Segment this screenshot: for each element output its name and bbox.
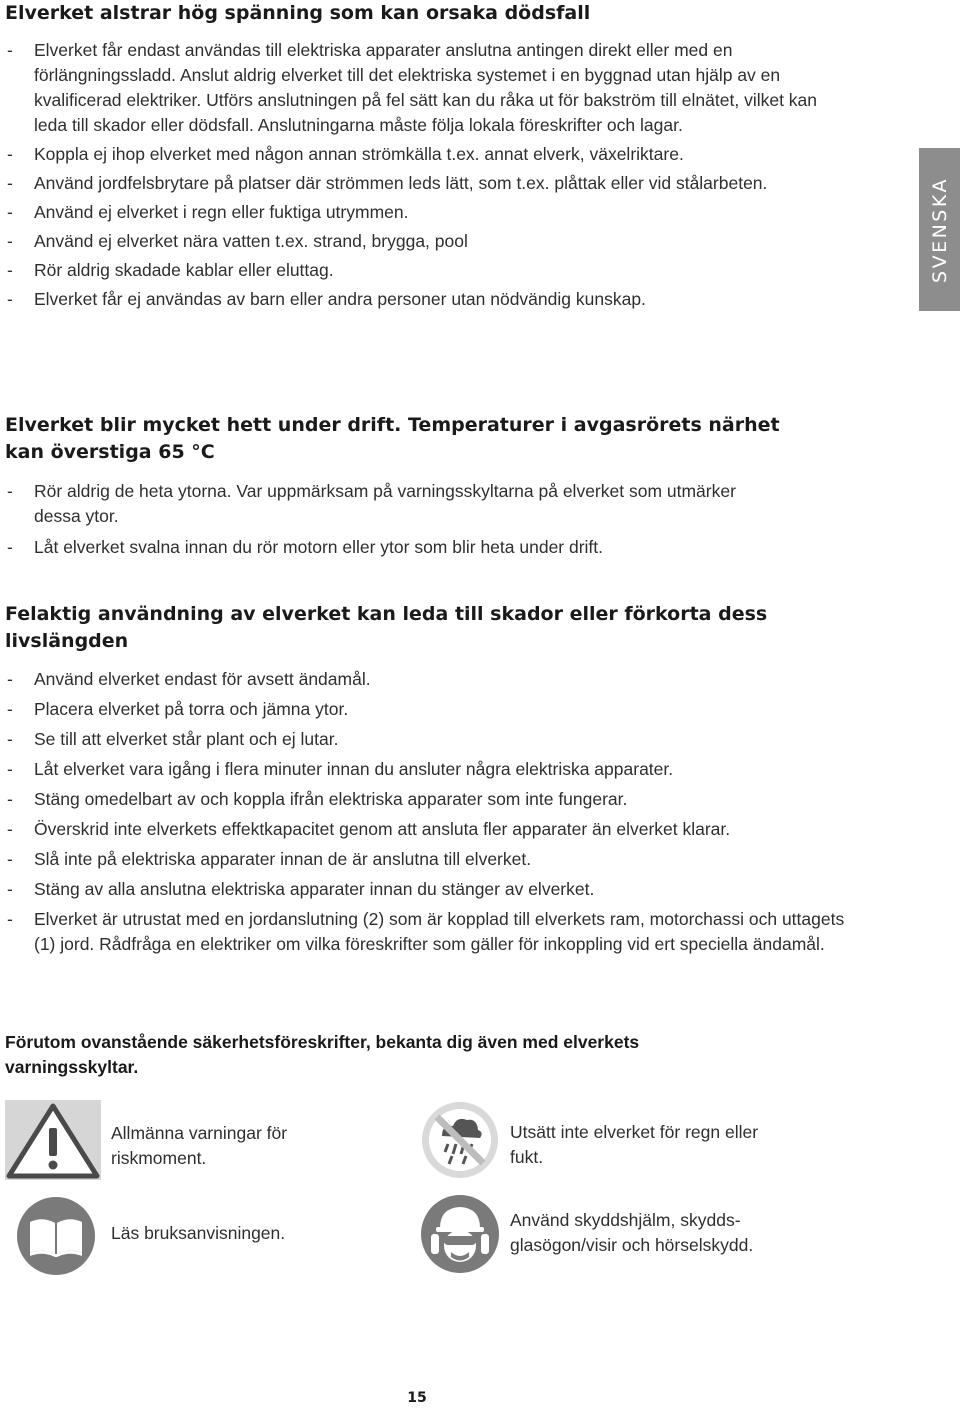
sign-text: Utsätt inte elverket för regn eller fukt. (510, 1122, 759, 1167)
section-heading-hot-surfaces: Elverket blir mycket hett under drift. Temperaturer i avgasrörets närhet kan överstiga 65 °C (5, 414, 780, 463)
list-item: - Koppla ej ihop elverket med någon annan strömkälla t.ex. annat elverk, växelriktare. (5, 142, 835, 167)
warning-signs-heading: Förutom ovanstående säkerhetsföreskrifter, bekanta dig även med elverkets varningsskyltar. (5, 1032, 640, 1077)
general-warning-icon (5, 1100, 101, 1180)
section-heading-misuse: Felaktig användning av elverket kan leda till skador eller förkorta dess livslängden (5, 603, 768, 652)
sign-text: Allmänna varningar för riskmoment. (111, 1123, 288, 1168)
section-heading-high-voltage: Elverket alstrar hög spänning som kan orsaka dödsfall (5, 2, 591, 24)
list-item: - Stäng av alla anslutna elektriska apparater innan du stänger av elverket. (5, 877, 855, 902)
list-item: - Placera elverket på torra och jämna ytor. (5, 697, 855, 722)
list-item: - Se till att elverket står plant och ej lutar. (5, 727, 855, 752)
list-item: - Rör aldrig skadade kablar eller eluttag. (5, 258, 835, 283)
read-manual-icon (16, 1196, 96, 1276)
no-rain-icon (420, 1100, 500, 1180)
list-item: - Elverket är utrustat med en jordanslutning (2) som är kopplad till elverkets ram, motorchassi och uttagets (1) jord. Rådfråga en elektriker om vilka föreskrifter som gäller för inkoppling vid ert speciella ändamål. (5, 907, 855, 957)
list-item: - Slå inte på elektriska apparater innan de är anslutna till elverket. (5, 847, 855, 872)
list-item: - Stäng omedelbart av och koppla ifrån elektriska apparater som inte fungerar. (5, 787, 855, 812)
language-tab-label: SVENSKA (928, 176, 951, 283)
misuse-list (5, 667, 855, 957)
language-tab (919, 148, 960, 311)
sign-text: Använd skyddshjälm, skydds-glasögon/visir och hörselskydd. (510, 1210, 754, 1255)
list-item: - Överskrid inte elverkets effektkapacitet genom att ansluta fler apparater än elverket klarar. (5, 817, 855, 842)
protective-gear-icon (420, 1194, 500, 1274)
list-item: - Låt elverket vara igång i flera minuter innan du ansluter några elektriska apparater. (5, 757, 855, 782)
high-voltage-list (5, 38, 835, 312)
hot-surfaces-list (5, 479, 785, 560)
list-item: - Använd elverket endast för avsett ändamål. (5, 667, 855, 692)
list-item: - Låt elverket svalna innan du rör motorn eller ytor som blir heta under drift. (5, 535, 785, 560)
page-number: 15 (407, 1390, 427, 1406)
list-item: - Använd jordfelsbrytare på platser där strömmen leds lätt, som t.ex. plåttak eller vid stålarbeten. (5, 171, 835, 196)
list-item: - Använd ej elverket nära vatten t.ex. strand, brygga, pool (5, 229, 835, 254)
list-item: - Rör aldrig de heta ytorna. Var uppmärksam på varningsskyltarna på elverket som utmärker dessa ytor. (5, 479, 785, 529)
list-item: - Elverket får endast användas till elektriska apparater anslutna antingen direkt eller med en förlängningssladd. Anslut aldrig elverket till det elektriska systemet i en byggnad utan hjälp av en kvalificerad elektriker. Utförs anslutningen på fel sätt kan du råka ut för bakström till elnätet, vilket kan leda till skador eller dödsfall. Anslutningarna måste följa lokala föreskrifter och lagar. (5, 38, 835, 138)
list-item: - Elverket får ej användas av barn eller andra personer utan nödvändig kunskap. (5, 287, 835, 312)
sign-text: Läs bruksanvisningen. (111, 1223, 286, 1243)
list-item: - Använd ej elverket i regn eller fuktiga utrymmen. (5, 200, 835, 225)
